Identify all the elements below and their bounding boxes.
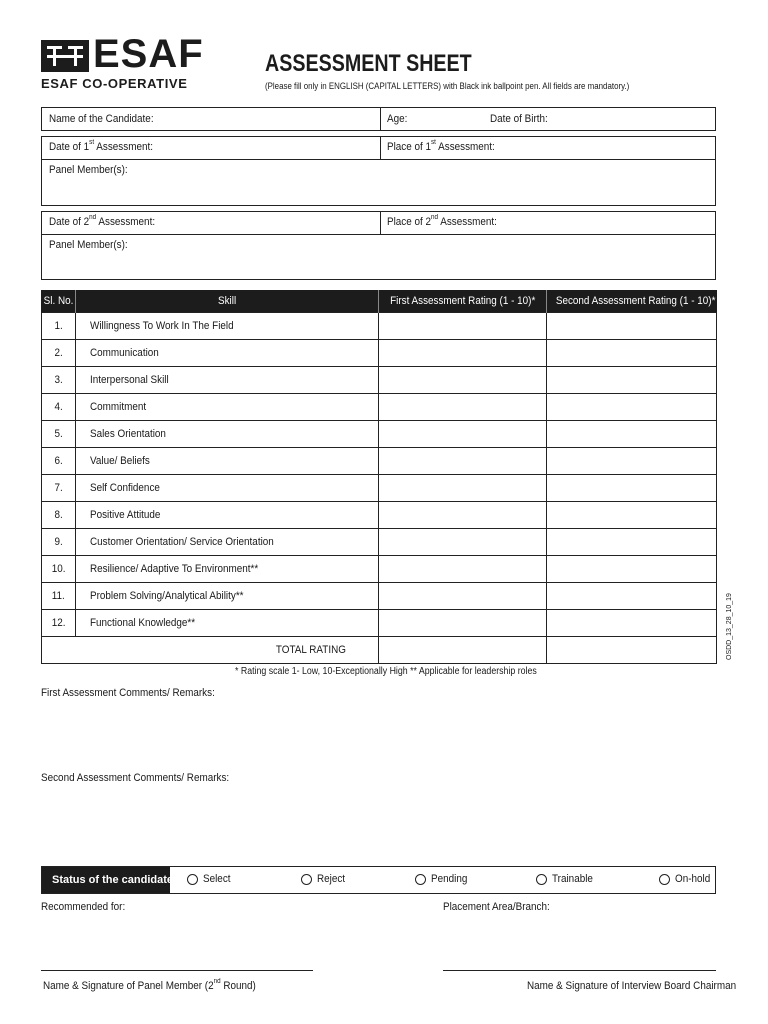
table-row bbox=[42, 447, 717, 474]
first-rating-cell[interactable] bbox=[379, 582, 547, 609]
table-row bbox=[42, 339, 717, 366]
table-row bbox=[42, 474, 717, 501]
row-number: 8. bbox=[42, 501, 76, 528]
total-rating-label: TOTAL RATING bbox=[42, 636, 379, 663]
recommended-for-field[interactable]: Recommended for: bbox=[41, 901, 126, 913]
row-number: 1. bbox=[42, 312, 76, 339]
first-rating-cell[interactable] bbox=[379, 528, 547, 555]
first-rating-cell[interactable] bbox=[379, 312, 547, 339]
header-first-rating: First Assessment Rating (1 - 10)* bbox=[379, 290, 547, 312]
first-rating-cell[interactable] bbox=[379, 555, 547, 582]
first-rating-cell[interactable] bbox=[379, 501, 547, 528]
second-rating-cell[interactable] bbox=[547, 474, 717, 501]
second-date-field[interactable]: Date of 2nd Assessment: bbox=[49, 214, 156, 228]
table-header-row bbox=[42, 290, 717, 312]
second-rating-cell[interactable] bbox=[547, 528, 717, 555]
table-row bbox=[42, 366, 717, 393]
logo-mark-icon bbox=[41, 40, 89, 72]
first-place-field[interactable]: Place of 1st Assessment: bbox=[387, 139, 495, 153]
row-number: 3. bbox=[42, 366, 76, 393]
candidate-name-field[interactable]: Name of the Candidate: bbox=[49, 113, 154, 125]
row-number: 7. bbox=[42, 474, 76, 501]
page-title: ASSESSMENT SHEET bbox=[265, 50, 472, 77]
header-sl-no: Sl. No. bbox=[42, 290, 76, 312]
second-rating-cell[interactable] bbox=[547, 582, 717, 609]
status-label: Status of the candidate bbox=[42, 867, 170, 893]
status-option-trainable[interactable]: Trainable bbox=[536, 873, 597, 885]
age-field[interactable]: Age: bbox=[387, 113, 408, 125]
second-rating-cell[interactable] bbox=[547, 312, 717, 339]
row-number: 11. bbox=[42, 582, 76, 609]
first-remarks-label: First Assessment Comments/ Remarks: bbox=[41, 687, 215, 699]
radio-icon[interactable] bbox=[187, 874, 198, 885]
status-option-reject[interactable]: Reject bbox=[301, 873, 348, 885]
candidate-row bbox=[41, 107, 716, 131]
second-panel-members-field[interactable]: Panel Member(s): bbox=[49, 239, 128, 251]
skill-name: Value/ Beliefs bbox=[76, 447, 379, 474]
rating-scale-note: * Rating scale 1- Low, 10-Exceptionally High ** Applicable for leadership roles bbox=[235, 666, 537, 677]
second-rating-cell[interactable] bbox=[547, 555, 717, 582]
radio-icon[interactable] bbox=[415, 874, 426, 885]
second-rating-cell[interactable] bbox=[547, 366, 717, 393]
header-skill: Skill bbox=[76, 290, 379, 312]
skills-rating-table bbox=[41, 290, 717, 664]
status-option-pending[interactable]: Pending bbox=[415, 873, 471, 885]
panel-signature-line[interactable] bbox=[41, 970, 313, 971]
second-rating-cell[interactable] bbox=[547, 420, 717, 447]
total-rating-row bbox=[42, 636, 717, 663]
dob-field[interactable]: Date of Birth: bbox=[490, 113, 548, 125]
first-rating-cell[interactable] bbox=[379, 474, 547, 501]
table-row bbox=[42, 312, 717, 339]
header-second-rating: Second Assessment Rating (1 - 10)* bbox=[547, 290, 717, 312]
skill-name: Communication bbox=[76, 339, 379, 366]
first-panel-members-field[interactable]: Panel Member(s): bbox=[49, 164, 128, 176]
logo-word: ESAF bbox=[93, 32, 204, 76]
skill-name: Functional Knowledge** bbox=[76, 609, 379, 636]
table-row bbox=[42, 420, 717, 447]
radio-icon[interactable] bbox=[659, 874, 670, 885]
second-assessment-block bbox=[41, 211, 716, 280]
first-rating-cell[interactable] bbox=[379, 609, 547, 636]
skill-name: Customer Orientation/ Service Orientation bbox=[76, 528, 379, 555]
first-remarks-area[interactable] bbox=[41, 704, 716, 766]
first-rating-cell[interactable] bbox=[379, 393, 547, 420]
radio-icon[interactable] bbox=[536, 874, 547, 885]
table-row bbox=[42, 393, 717, 420]
second-rating-cell[interactable] bbox=[547, 339, 717, 366]
table-row bbox=[42, 582, 717, 609]
form-code: OSDD_13_28_10_19 bbox=[726, 593, 733, 660]
second-rating-cell[interactable] bbox=[547, 393, 717, 420]
skill-name: Resilience/ Adaptive To Environment** bbox=[76, 555, 379, 582]
skill-name: Positive Attitude bbox=[76, 501, 379, 528]
status-option-on-hold[interactable]: On-hold bbox=[659, 873, 714, 885]
skill-name: Self Confidence bbox=[76, 474, 379, 501]
row-number: 5. bbox=[42, 420, 76, 447]
placement-area-field[interactable]: Placement Area/Branch: bbox=[443, 901, 550, 913]
radio-icon[interactable] bbox=[301, 874, 312, 885]
first-assessment-block bbox=[41, 136, 716, 206]
first-rating-cell[interactable] bbox=[379, 339, 547, 366]
second-remarks-label: Second Assessment Comments/ Remarks: bbox=[41, 772, 230, 784]
row-number: 10. bbox=[42, 555, 76, 582]
skill-name: Commitment bbox=[76, 393, 379, 420]
panel-signature-label: Name & Signature of Panel Member (2nd Round) bbox=[43, 978, 256, 992]
table-row bbox=[42, 528, 717, 555]
chairman-signature-label: Name & Signature of Interview Board Chairman bbox=[527, 980, 737, 992]
first-rating-cell[interactable] bbox=[379, 447, 547, 474]
esaf-logo bbox=[41, 32, 221, 91]
first-date-field[interactable]: Date of 1st Assessment: bbox=[49, 139, 153, 153]
second-rating-cell[interactable] bbox=[547, 609, 717, 636]
total-first-rating-cell[interactable] bbox=[379, 636, 547, 663]
total-second-rating-cell[interactable] bbox=[547, 636, 717, 663]
row-number: 6. bbox=[42, 447, 76, 474]
table-row bbox=[42, 501, 717, 528]
row-number: 12. bbox=[42, 609, 76, 636]
second-rating-cell[interactable] bbox=[547, 501, 717, 528]
row-number: 2. bbox=[42, 339, 76, 366]
row-number: 4. bbox=[42, 393, 76, 420]
second-rating-cell[interactable] bbox=[547, 447, 717, 474]
logo-subtitle: ESAF CO-OPERATIVE bbox=[41, 76, 188, 91]
row-number: 9. bbox=[42, 528, 76, 555]
first-rating-cell[interactable] bbox=[379, 420, 547, 447]
candidate-status-bar bbox=[41, 866, 716, 894]
skill-name: Sales Orientation bbox=[76, 420, 379, 447]
chairman-signature-line[interactable] bbox=[443, 970, 716, 971]
skill-name: Interpersonal Skill bbox=[76, 366, 379, 393]
first-rating-cell[interactable] bbox=[379, 366, 547, 393]
instruction-text: (Please fill only in ENGLISH (CAPITAL LETTERS) with Black ink ballpoint pen. All fields are mandatory.) bbox=[265, 81, 630, 91]
status-option-select[interactable]: Select bbox=[187, 873, 234, 885]
second-place-field[interactable]: Place of 2nd Assessment: bbox=[387, 214, 497, 228]
second-remarks-area[interactable] bbox=[41, 789, 716, 859]
skill-name: Problem Solving/Analytical Ability** bbox=[76, 582, 379, 609]
table-row bbox=[42, 609, 717, 636]
skill-name: Willingness To Work In The Field bbox=[76, 312, 379, 339]
table-row bbox=[42, 555, 717, 582]
